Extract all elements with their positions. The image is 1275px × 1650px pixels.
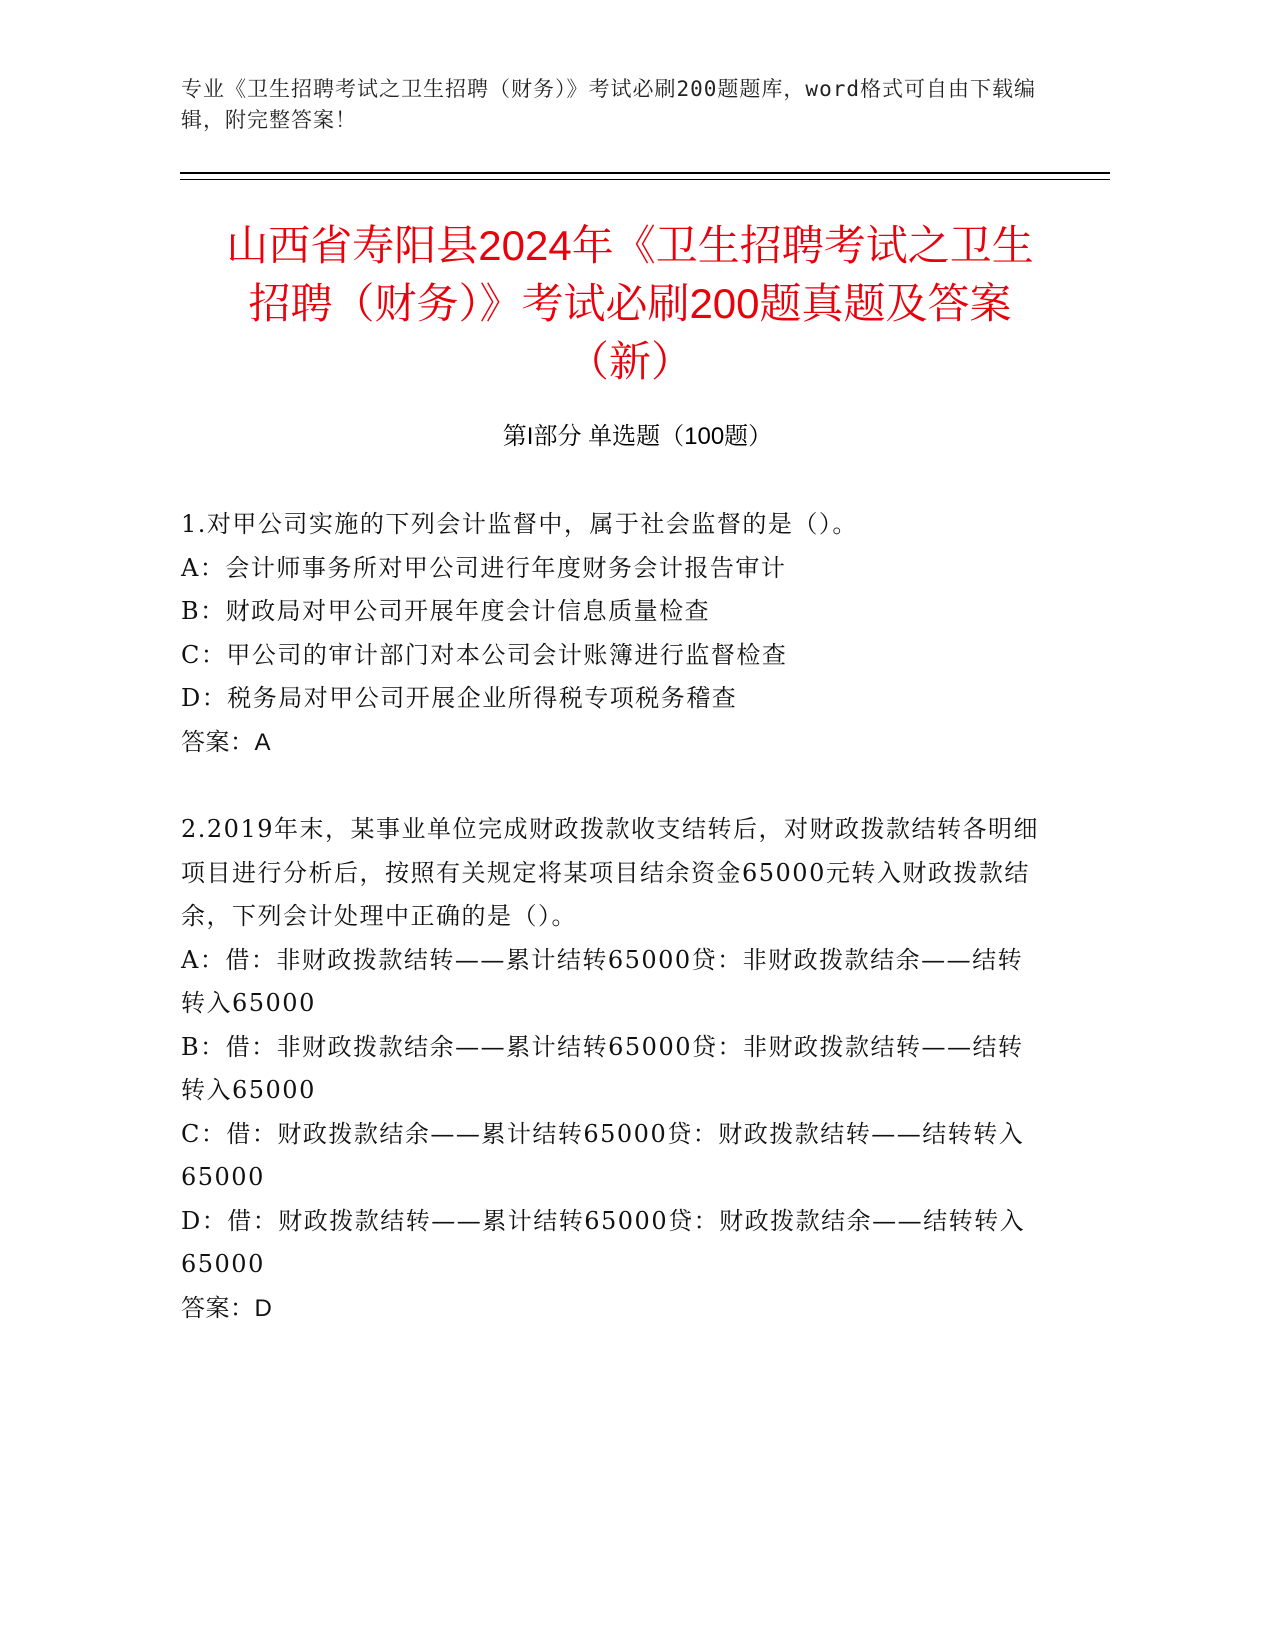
option-b: B：财政局对甲公司开展年度会计信息质量检查 — [181, 597, 711, 625]
option-c: C：借：财政拨款结余——累计结转65000贷：财政拨款结转——结转转入65000 — [181, 1119, 1025, 1191]
answer: 答案：D — [181, 1294, 273, 1322]
option-a: A：借：非财政拨款结转——累计结转65000贷：非财政拨款结余——结转转入65000 — [181, 945, 1024, 1017]
question-2 — [181, 808, 1041, 1330]
header-note: 专业《卫生招聘考试之卫生招聘（财务）》考试必刷200题题库，word格式可自由下载编辑，附完整答案！ — [181, 77, 1036, 132]
question-stem: 2.2019年末，某事业单位完成财政拨款收支结转后，对财政拨款结转各明细项目进行分析后，按照有关规定将某项目结余资金65000元转入财政拨款结余，下列会计处理中正确的是（）。 — [181, 815, 1039, 930]
option-d: D：借：财政拨款结转——累计结转65000贷：财政拨款结余——结转转入65000 — [181, 1206, 1026, 1278]
document-title-line-1: 山西省寿阳县2024年《卫生招聘考试之卫生 — [226, 222, 1034, 269]
question-1 — [181, 503, 1041, 764]
document-title — [160, 217, 1100, 391]
document-title-line-3: （新） — [566, 338, 693, 385]
option-d: D：税务局对甲公司开展企业所得税专项税务稽查 — [181, 684, 738, 712]
document-title-line-2: 招聘（财务）》考试必刷200题真题及答案 — [248, 280, 1012, 327]
option-c: C：甲公司的审计部门对本公司会计账簿进行监督检查 — [181, 640, 788, 669]
option-a: A：会计师事务所对甲公司进行年度财务会计报告审计 — [181, 553, 787, 582]
option-b: B：借：非财政拨款结余——累计结转65000贷：非财政拨款结转——结转转入65000 — [181, 1032, 1024, 1104]
header-divider — [180, 172, 1110, 174]
answer: 答案：A — [181, 728, 272, 756]
section-heading: 第I部分 单选题（100题） — [502, 423, 773, 450]
question-stem: 1.对甲公司实施的下列会计监督中，属于社会监督的是（）。 — [181, 510, 858, 538]
header-divider-thin — [180, 179, 1110, 180]
